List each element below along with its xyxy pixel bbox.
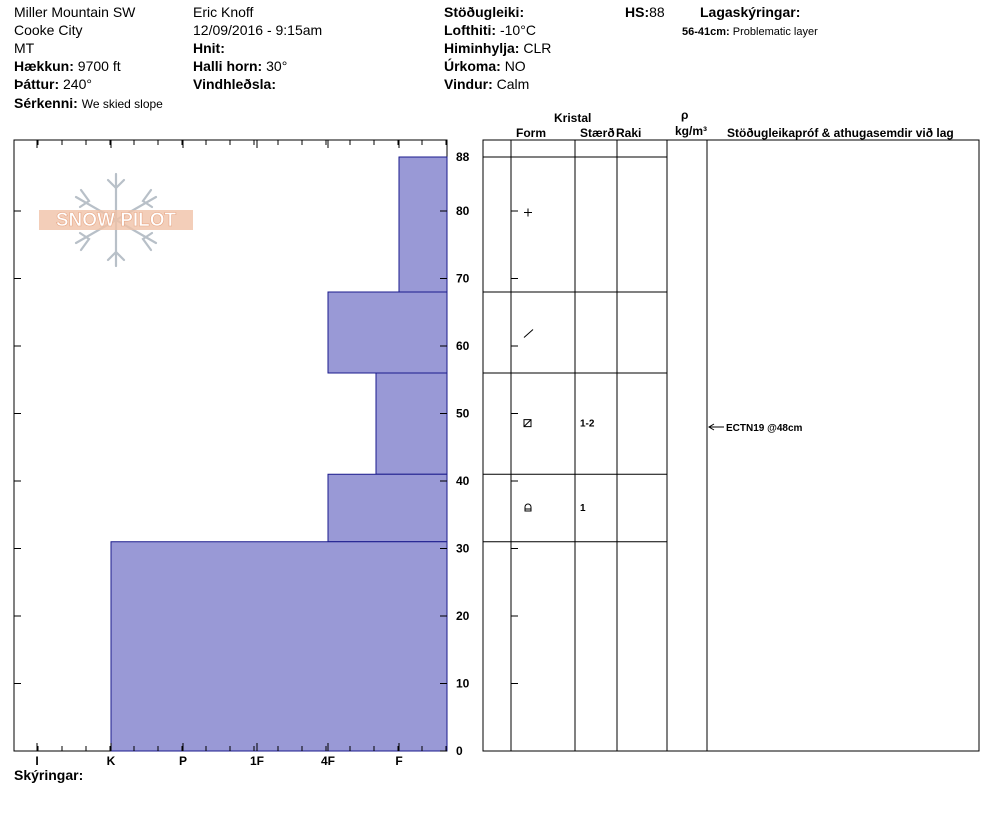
elevation-label: Hækkun: bbox=[14, 58, 74, 74]
density-unit: kg/m³ bbox=[675, 124, 708, 138]
x-tick-label-F: F bbox=[395, 754, 403, 768]
hs-label: HS: bbox=[625, 4, 650, 20]
x-tick-label-P: P bbox=[178, 754, 188, 768]
observer-name: Eric Knoff bbox=[193, 4, 254, 20]
hardness-plot bbox=[14, 140, 470, 768]
crystal-header: Kristal bbox=[554, 111, 592, 125]
state-name: MT bbox=[14, 40, 35, 56]
form-header: Form bbox=[516, 126, 546, 140]
hardness-bar-1 bbox=[328, 292, 447, 373]
air-temp-value: -10°C bbox=[499, 22, 536, 38]
test-label-0: ECTN19 @48cm bbox=[726, 423, 803, 434]
y-tick-label-20: 20 bbox=[456, 609, 470, 623]
sky-label: Himinhylja: bbox=[444, 40, 520, 56]
hardness-bar-3 bbox=[328, 474, 447, 542]
features-label: Sérkenni: bbox=[14, 95, 78, 111]
tests-header: Stöðugleikapróf & athugasemdir við lag bbox=[727, 126, 954, 140]
aspect-label: Þáttur: bbox=[14, 76, 60, 92]
y-tick-label-0: 0 bbox=[456, 744, 463, 758]
air-temp-label: Lofthiti: bbox=[444, 22, 497, 38]
precip-label: Úrkoma: bbox=[444, 58, 501, 74]
legend-range: 56-41cm: bbox=[682, 26, 730, 38]
y-tick-label-88: 88 bbox=[456, 150, 470, 164]
legend-label: Lagaskýringar: bbox=[700, 4, 801, 20]
precipitation-particles-icon bbox=[524, 209, 532, 217]
location-name: Miller Mountain SW bbox=[14, 4, 136, 20]
aspect-value: 240° bbox=[63, 76, 92, 92]
x-tick-label-I: I bbox=[35, 754, 39, 768]
precip-value: NO bbox=[504, 58, 526, 74]
layer-size-2: 1-2 bbox=[580, 418, 595, 430]
slope-label: Halli horn: bbox=[193, 58, 263, 74]
comments-label: Skýringar: bbox=[14, 767, 84, 783]
features-value: We skied slope bbox=[81, 97, 163, 111]
moisture-header: Raki bbox=[616, 126, 642, 140]
slope-value: 30° bbox=[266, 58, 288, 74]
hardness-bar-2 bbox=[376, 373, 447, 474]
wind-label: Vindur: bbox=[444, 76, 493, 92]
logo-text: SNOW PILOT bbox=[55, 210, 177, 231]
layer-table bbox=[483, 140, 979, 751]
y-tick-label-50: 50 bbox=[456, 406, 470, 421]
y-tick-label-30: 30 bbox=[456, 541, 470, 556]
coords-label: Hnit: bbox=[193, 40, 225, 56]
hs-value: 88 bbox=[649, 4, 665, 20]
wind-loading-label: Vindhleðsla: bbox=[193, 76, 276, 92]
sky-value: CLR bbox=[523, 40, 552, 56]
y-tick-label-80: 80 bbox=[456, 204, 470, 218]
y-tick-label-40: 40 bbox=[456, 474, 470, 488]
faceted-crystals-icon bbox=[524, 420, 531, 427]
wind-value: Calm bbox=[496, 76, 530, 92]
legend-text: Problematic layer bbox=[732, 26, 818, 38]
y-tick-label-60: 60 bbox=[456, 339, 470, 353]
depth-hoar-icon bbox=[525, 504, 531, 511]
density-symbol: ρ bbox=[681, 108, 689, 122]
observation-datetime: 12/09/2016 - 9:15am bbox=[193, 22, 323, 38]
table-frame bbox=[483, 140, 979, 751]
hardness-bar-4 bbox=[111, 542, 447, 751]
stability-label: Stöðugleiki: bbox=[444, 4, 525, 20]
x-tick-label-1F: 1F bbox=[249, 754, 265, 768]
y-tick-label-10: 10 bbox=[456, 676, 470, 691]
hardness-bar-0 bbox=[399, 157, 447, 292]
y-tick-label-70: 70 bbox=[456, 271, 470, 286]
x-tick-label-4F: 4F bbox=[320, 754, 336, 768]
size-header: Stærð bbox=[580, 126, 615, 140]
elevation-value: 9700 ft bbox=[77, 58, 121, 74]
layer-size-3: 1 bbox=[580, 503, 586, 514]
decomposing-fragments-icon bbox=[524, 330, 533, 338]
x-tick-label-K: K bbox=[106, 754, 116, 768]
area-name: Cooke City bbox=[14, 22, 83, 38]
